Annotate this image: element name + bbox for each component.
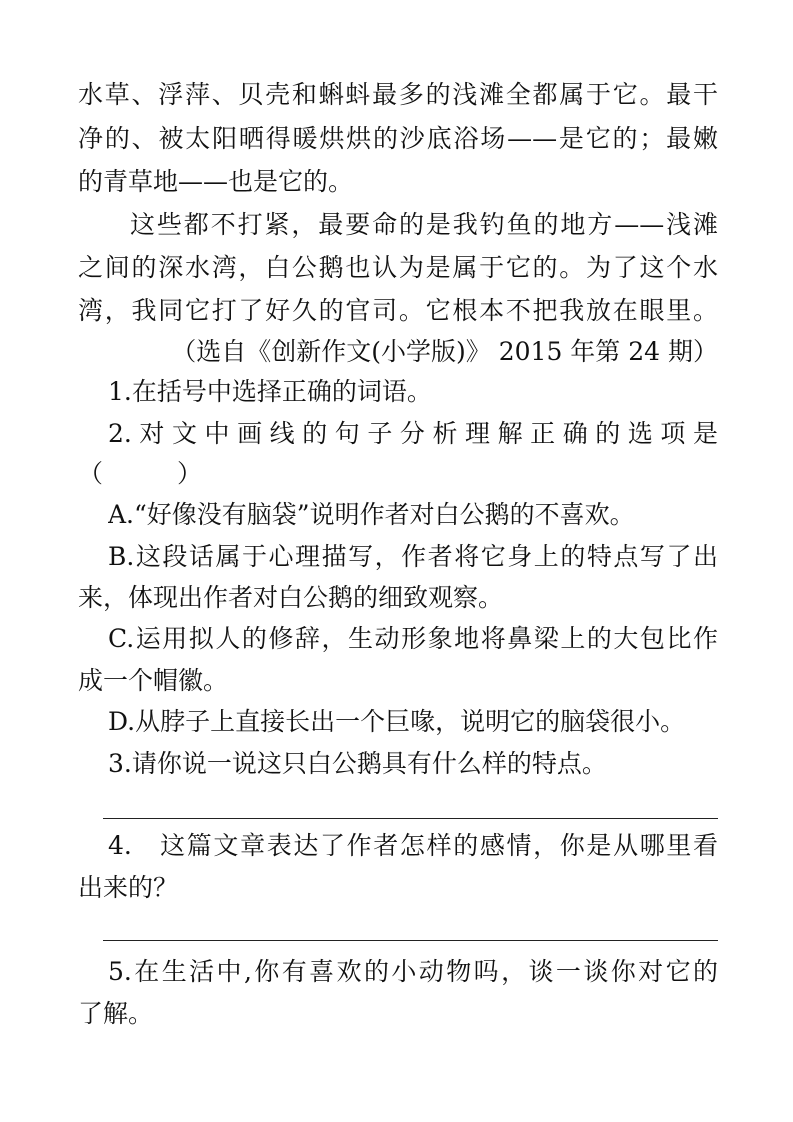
question-3: 3.请你说一说这只白公鹅具有什么样的特点。 [108,749,607,778]
passage-line: 的青草地——也是它的。 [78,167,354,196]
answer-parentheses [78,452,718,496]
question-2: 2.对文中画线的句子分析理解正确的选项是 [108,419,718,448]
open-parenthesis: （ [78,459,104,488]
answer-line[interactable] [103,940,718,941]
option-c-continued: 成一个帽徽。 [78,666,229,695]
option-a: A.“好像没有脑袋”说明作者对白公鹅的不喜欢。 [108,500,635,529]
question-4-continued: 出来的？ [78,873,179,902]
question-4: 4. 这篇文章表达了作者怎样的感情，你是从哪里看 [108,831,718,860]
option-c: C.运用拟人的修辞，生动形象地将鼻梁上的大包比作 [108,624,718,653]
passage-line: 净的、被太阳晒得暖烘烘的沙底浴场——是它的；最嫩 [78,124,718,153]
option-b-continued: 来，体现出作者对白公鹅的细致观察。 [78,583,504,612]
passage-line: 水草、浮萍、贝壳和蝌蚪最多的浅滩全都属于它。最干 [78,80,718,109]
option-d: D.从脖子上直接长出一个巨喙，说明它的脑袋很小。 [108,707,686,736]
close-parenthesis: ） [177,459,203,488]
question-5: 5.在生活中,你有喜欢的小动物吗，谈一谈你对它的 [108,957,718,986]
answer-line[interactable] [103,818,718,819]
question-1: 1.在括号中选择正确的词语。 [108,377,432,406]
option-b: B.这段话属于心理描写，作者将它身上的特点写了出 [108,542,718,571]
passage-line: 湾，我同它打了好久的官司。它根本不把我放在眼里。 [78,296,718,325]
passage-line: 之间的深水湾，白公鹅也认为是属于它的。为了这个水 [78,253,718,282]
passage-line: 这些都不打紧，最要命的是我钓鱼的地方——浅滩 [130,210,718,239]
question-5-continued: 了解。 [78,999,154,1028]
passage-source: （选自《创新作文(小学版)》 2015 年第 24 期） [171,337,718,366]
